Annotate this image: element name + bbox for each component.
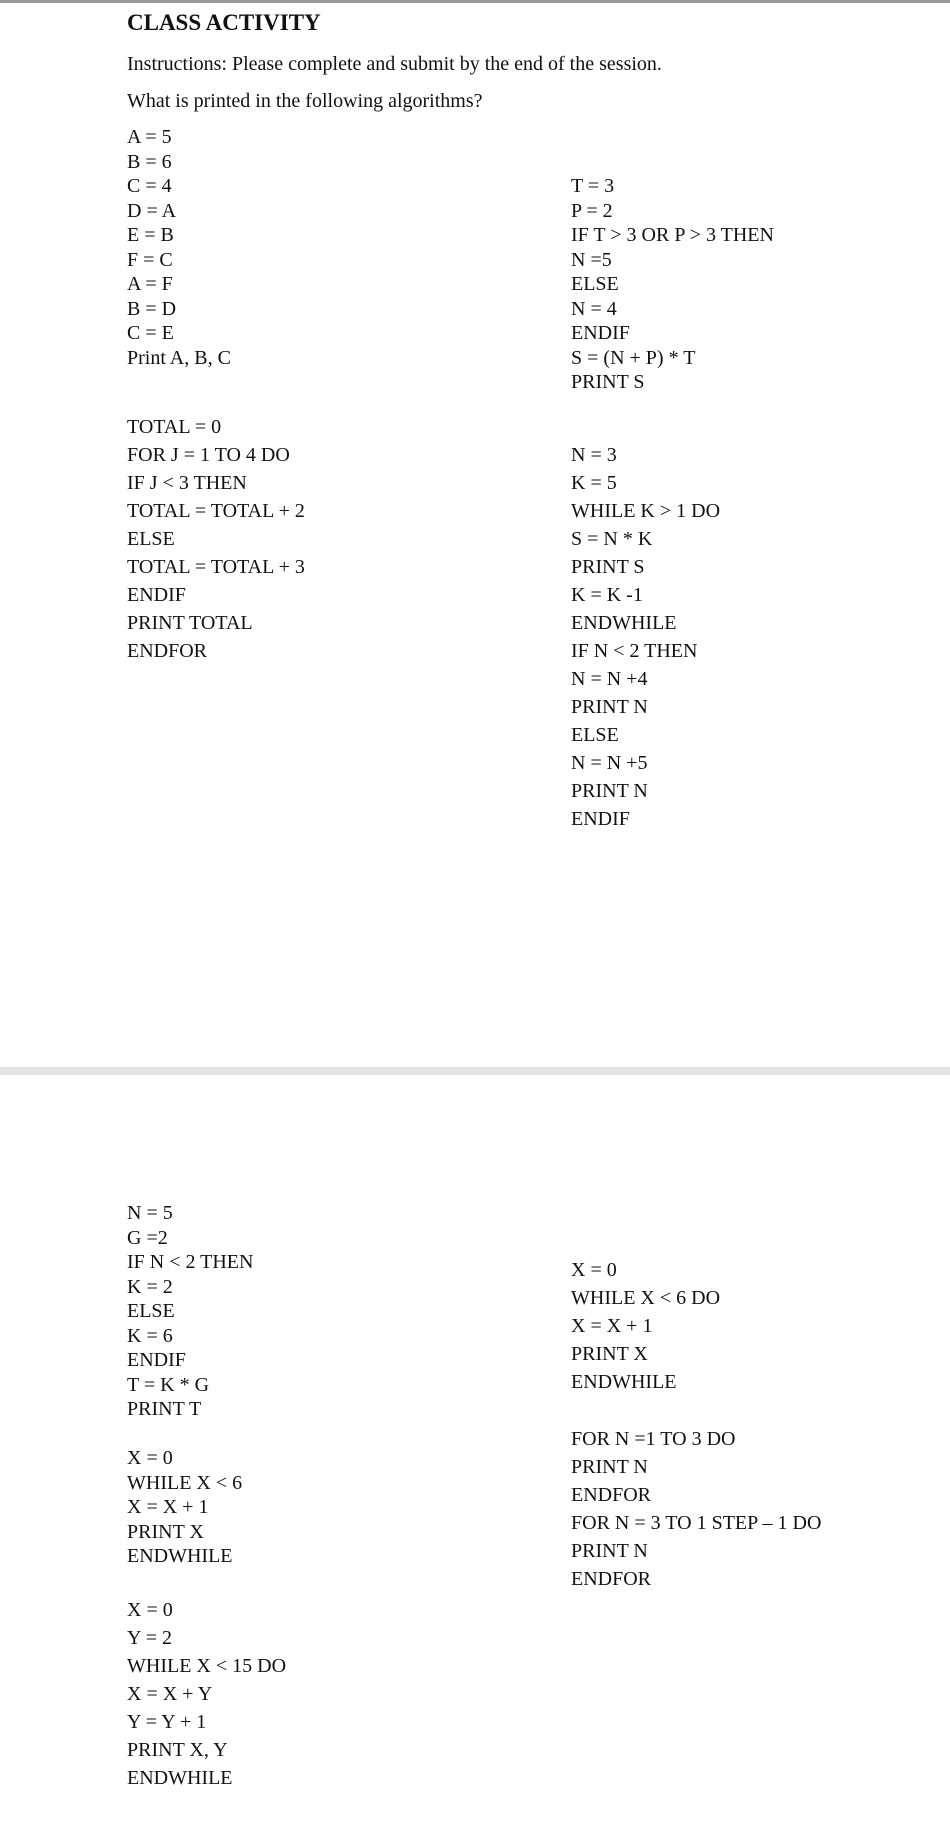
code-line: A = 5 xyxy=(127,126,172,148)
code-line: FOR N =1 TO 3 DO xyxy=(571,1428,736,1450)
code-line: ELSE xyxy=(127,528,175,550)
code-line: WHILE K > 1 DO xyxy=(571,500,721,522)
code-line: ENDFOR xyxy=(127,640,208,662)
page-title: CLASS ACTIVITY xyxy=(127,10,321,35)
code-line: F = C xyxy=(127,248,173,271)
code-line: WHILE X < 6 DO xyxy=(571,1287,721,1309)
code-line: X = 0 xyxy=(127,1599,173,1621)
code-line: PRINT S xyxy=(571,371,645,393)
algorithm-8 xyxy=(571,1256,720,1396)
code-line: X = 0 xyxy=(571,1259,617,1281)
code-line: Y = 2 xyxy=(127,1627,172,1649)
code-line: WHILE X < 15 DO xyxy=(127,1655,287,1677)
code-line: B = 6 xyxy=(127,150,172,173)
code-line: Print A, B, C xyxy=(127,346,231,369)
code-line: WHILE X < 6 xyxy=(127,1471,243,1494)
code-line: ELSE xyxy=(571,273,619,295)
code-line: ENDWHILE xyxy=(571,612,677,634)
code-line: T = 3 xyxy=(571,175,615,197)
algorithm-4 xyxy=(571,441,720,833)
code-line: ELSE xyxy=(127,1300,175,1322)
code-line: ENDWHILE xyxy=(127,1767,233,1789)
code-line: PRINT N xyxy=(571,780,648,802)
code-line: G =2 xyxy=(127,1226,168,1249)
question-text: What is printed in the following algorithms? xyxy=(127,90,483,112)
code-line: B = D xyxy=(127,297,177,320)
code-line: P = 2 xyxy=(571,199,613,222)
algorithm-1 xyxy=(127,125,231,370)
code-line: ENDIF xyxy=(127,584,186,606)
code-line: C = 4 xyxy=(127,175,172,197)
code-line: N = 5 xyxy=(127,1202,173,1224)
code-line: N = N +5 xyxy=(571,752,648,774)
code-line: X = X + 1 xyxy=(571,1315,653,1337)
algorithm-3 xyxy=(127,413,305,665)
code-line: ELSE xyxy=(571,724,619,746)
code-line: PRINT TOTAL xyxy=(127,612,253,634)
code-line: TOTAL = TOTAL + 3 xyxy=(127,556,305,578)
code-line: X = X + 1 xyxy=(127,1496,209,1518)
code-line: ENDIF xyxy=(571,808,630,830)
code-line: K = 6 xyxy=(127,1324,173,1347)
code-line: IF N < 2 THEN xyxy=(571,640,698,662)
code-line: C = E xyxy=(127,322,174,344)
code-line: IF J < 3 THEN xyxy=(127,472,247,494)
page-break xyxy=(0,1067,950,1075)
code-line: K = 5 xyxy=(571,472,617,494)
code-line: A = F xyxy=(127,273,173,295)
code-line: T = K * G xyxy=(127,1373,210,1396)
code-line: PRINT S xyxy=(571,556,645,578)
code-line: X = X + Y xyxy=(127,1683,213,1705)
code-line: TOTAL = TOTAL + 2 xyxy=(127,500,305,522)
window-top-edge xyxy=(0,0,950,3)
algorithm-6 xyxy=(127,1446,242,1569)
code-line: S = N * K xyxy=(571,528,653,550)
code-line: ENDIF xyxy=(571,322,630,344)
code-line: ENDFOR xyxy=(571,1568,652,1590)
algorithm-9 xyxy=(571,1425,821,1593)
code-line: FOR N = 3 TO 1 STEP – 1 DO xyxy=(571,1512,822,1534)
code-line: N =5 xyxy=(571,248,612,271)
code-line: N = N +4 xyxy=(571,668,648,690)
code-line: IF T > 3 OR P > 3 THEN xyxy=(571,224,774,246)
code-line: K = K -1 xyxy=(571,584,643,606)
code-line: PRINT X, Y xyxy=(127,1739,228,1761)
algorithm-5 xyxy=(127,1201,253,1422)
code-line: ENDIF xyxy=(127,1349,186,1371)
code-line: N = 3 xyxy=(571,444,617,466)
code-line: D = A xyxy=(127,199,177,222)
code-line: ENDWHILE xyxy=(127,1545,233,1567)
code-line: PRINT N xyxy=(571,696,648,718)
algorithm-2 xyxy=(571,174,774,395)
code-line: N = 4 xyxy=(571,297,617,320)
code-line: PRINT T xyxy=(127,1398,202,1420)
code-line: TOTAL = 0 xyxy=(127,416,222,438)
code-line: S = (N + P) * T xyxy=(571,346,696,369)
code-line: ENDWHILE xyxy=(571,1371,677,1393)
code-line: FOR J = 1 TO 4 DO xyxy=(127,444,290,466)
code-line: PRINT X xyxy=(127,1520,204,1543)
code-line: PRINT X xyxy=(571,1343,648,1365)
instructions-text: Instructions: Please complete and submit by the end of the session. xyxy=(127,53,662,75)
code-line: X = 0 xyxy=(127,1447,173,1469)
code-line: PRINT N xyxy=(571,1540,648,1562)
code-line: PRINT N xyxy=(571,1456,648,1478)
code-line: Y = Y + 1 xyxy=(127,1711,207,1733)
code-line: K = 2 xyxy=(127,1275,173,1298)
code-line: E = B xyxy=(127,224,174,246)
code-line: ENDFOR xyxy=(571,1484,652,1506)
algorithm-7 xyxy=(127,1596,286,1792)
code-line: IF N < 2 THEN xyxy=(127,1251,254,1273)
